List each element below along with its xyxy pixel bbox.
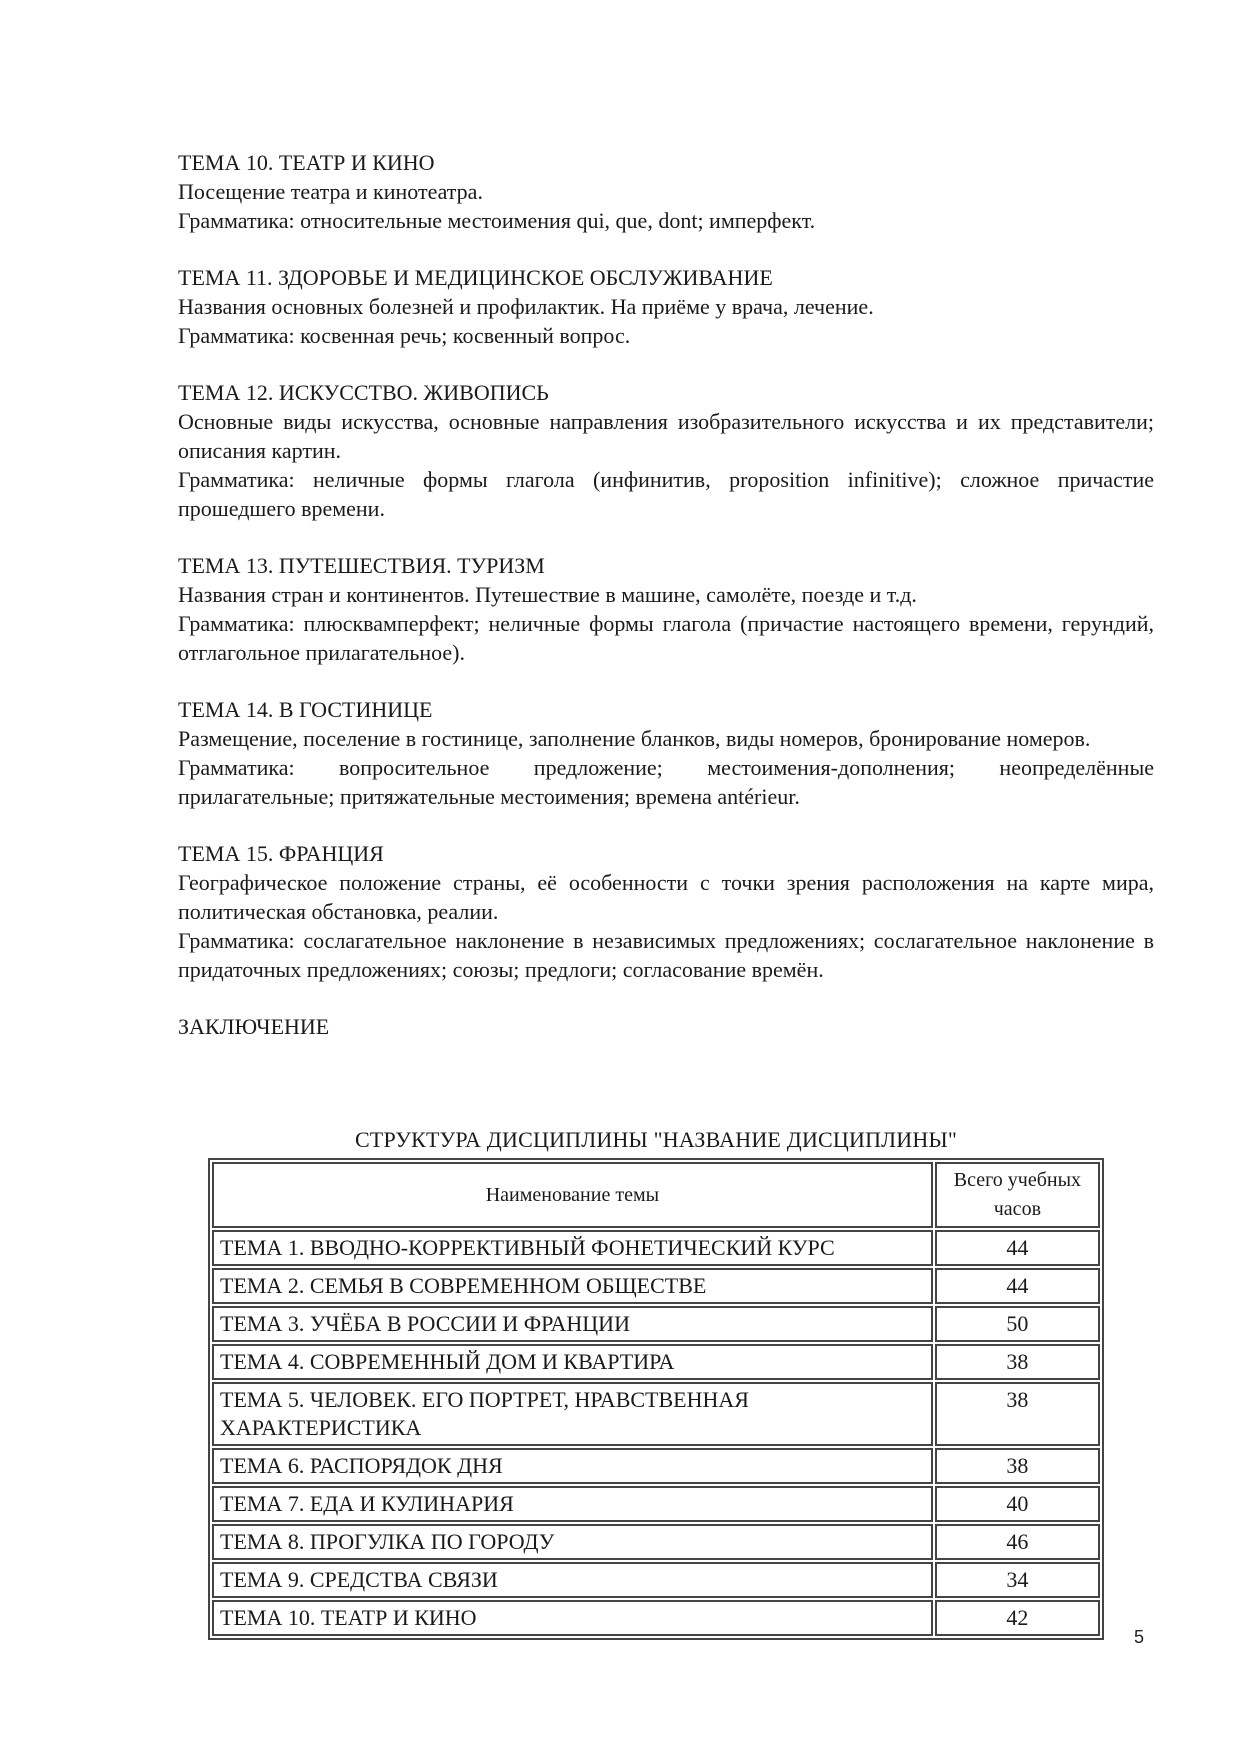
topic-section: [178, 378, 1154, 523]
topic-heading: ТЕМА 12. ИСКУССТВО. ЖИВОПИСЬ: [178, 380, 549, 405]
topic-heading: ТЕМА 14. В ГОСТИНИЦЕ: [178, 697, 433, 722]
topic-name-cell: ТЕМА 8. ПРОГУЛКА ПО ГОРОДУ: [212, 1524, 933, 1560]
topic-name-cell: ТЕМА 4. СОВРЕМЕННЫЙ ДОМ И КВАРТИРА: [212, 1344, 933, 1380]
topic-name-cell: ТЕМА 3. УЧЁБА В РОССИИ И ФРАНЦИИ: [212, 1306, 933, 1342]
topic-section: [178, 551, 1154, 667]
table-row: [212, 1382, 1100, 1446]
topic-description: Названия стран и континентов. Путешествие в машине, самолёте, поезде и т.д.: [178, 582, 917, 607]
hours-cell: 44: [935, 1268, 1100, 1304]
topic-grammar: Грамматика: вопросительное предложение; местоимения-дополнения; неопределённые прилагательные; притяжательные местоимения; времена antérieur.: [178, 755, 1154, 809]
hours-cell: 38: [935, 1382, 1100, 1446]
topic-section: [178, 839, 1154, 984]
hours-cell: 50: [935, 1306, 1100, 1342]
topic-description: Размещение, поселение в гостинице, заполнение бланков, виды номеров, бронирование номеров.: [178, 726, 1091, 751]
hours-cell: 34: [935, 1562, 1100, 1598]
table-row: [212, 1448, 1100, 1484]
topic-section: [178, 695, 1154, 811]
topic-name-cell: ТЕМА 1. ВВОДНО-КОРРЕКТИВНЫЙ ФОНЕТИЧЕСКИЙ КУРС: [212, 1230, 933, 1266]
table-row: [212, 1268, 1100, 1304]
topic-name-cell: ТЕМА 6. РАСПОРЯДОК ДНЯ: [212, 1448, 933, 1484]
hours-cell: 42: [935, 1600, 1100, 1636]
table-row: [212, 1306, 1100, 1342]
topic-description: Посещение театра и кинотеатра.: [178, 179, 483, 204]
column-header-topic-name: Наименование темы: [212, 1162, 933, 1228]
topic-name-cell: ТЕМА 2. СЕМЬЯ В СОВРЕМЕННОМ ОБЩЕСТВЕ: [212, 1268, 933, 1304]
topic-description: Основные виды искусства, основные направления изобразительного искусства и их представители; описания картин.: [178, 409, 1154, 463]
discipline-structure-table-block: [208, 1126, 1104, 1640]
topic-grammar: Грамматика: сослагательное наклонение в независимых предложениях; сослагательное наклонение в придаточных предложениях; союзы; предлоги; согласование времён.: [178, 928, 1154, 982]
table-row: [212, 1600, 1100, 1636]
topic-heading: ТЕМА 11. ЗДОРОВЬЕ И МЕДИЦИНСКОЕ ОБСЛУЖИВАНИЕ: [178, 265, 773, 290]
table-row: [212, 1344, 1100, 1380]
conclusion-heading: ЗАКЛЮЧЕНИЕ: [178, 1014, 330, 1039]
topic-heading: ТЕМА 15. ФРАНЦИЯ: [178, 841, 384, 866]
topic-name-cell: ТЕМА 7. ЕДА И КУЛИНАРИЯ: [212, 1486, 933, 1522]
topic-heading: ТЕМА 10. ТЕАТР И КИНО: [178, 150, 435, 175]
topic-grammar: Грамматика: плюсквамперфект; неличные формы глагола (причастие настоящего времени, герундий, отглагольное прилагательное).: [178, 611, 1154, 665]
table-row: [212, 1524, 1100, 1560]
column-header-total-hours: Всего учебных часов: [935, 1162, 1100, 1228]
hours-cell: 38: [935, 1344, 1100, 1380]
table-header-row: [212, 1162, 1100, 1228]
topic-section: [178, 148, 1154, 235]
topic-description: Географическое положение страны, её особенности с точки зрения расположения на карте мира, политическая обстановка, реалии.: [178, 870, 1154, 924]
table-row: [212, 1562, 1100, 1598]
topic-grammar: Грамматика: косвенная речь; косвенный вопрос.: [178, 323, 631, 348]
topic-heading: ТЕМА 13. ПУТЕШЕСТВИЯ. ТУРИЗМ: [178, 553, 545, 578]
syllabus-body: [178, 148, 1154, 1041]
hours-cell: 38: [935, 1448, 1100, 1484]
topic-name-cell: ТЕМА 5. ЧЕЛОВЕК. ЕГО ПОРТРЕТ, НРАВСТВЕННАЯ ХАРАКТЕРИСТИКА: [212, 1382, 933, 1446]
hours-cell: 40: [935, 1486, 1100, 1522]
topic-section: [178, 263, 1154, 350]
table-row: [212, 1486, 1100, 1522]
topic-grammar: Грамматика: относительные местоимения qui, que, dont; имперфект.: [178, 208, 816, 233]
topic-name-cell: ТЕМА 9. СРЕДСТВА СВЯЗИ: [212, 1562, 933, 1598]
hours-cell: 44: [935, 1230, 1100, 1266]
topic-grammar: Грамматика: неличные формы глагола (инфинитив, proposition infinitive); сложное причастие прошедшего времени.: [178, 467, 1154, 521]
topic-name-cell: ТЕМА 10. ТЕАТР И КИНО: [212, 1600, 933, 1636]
page-number: 5: [1134, 1627, 1145, 1647]
table-row: [212, 1230, 1100, 1266]
topic-description: Названия основных болезней и профилактик. На приёме у врача, лечение.: [178, 294, 874, 319]
discipline-structure-table: [208, 1158, 1104, 1640]
table-caption: СТРУКТУРА ДИСЦИПЛИНЫ "НАЗВАНИЕ ДИСЦИПЛИНЫ": [354, 1127, 958, 1152]
hours-cell: 46: [935, 1524, 1100, 1560]
